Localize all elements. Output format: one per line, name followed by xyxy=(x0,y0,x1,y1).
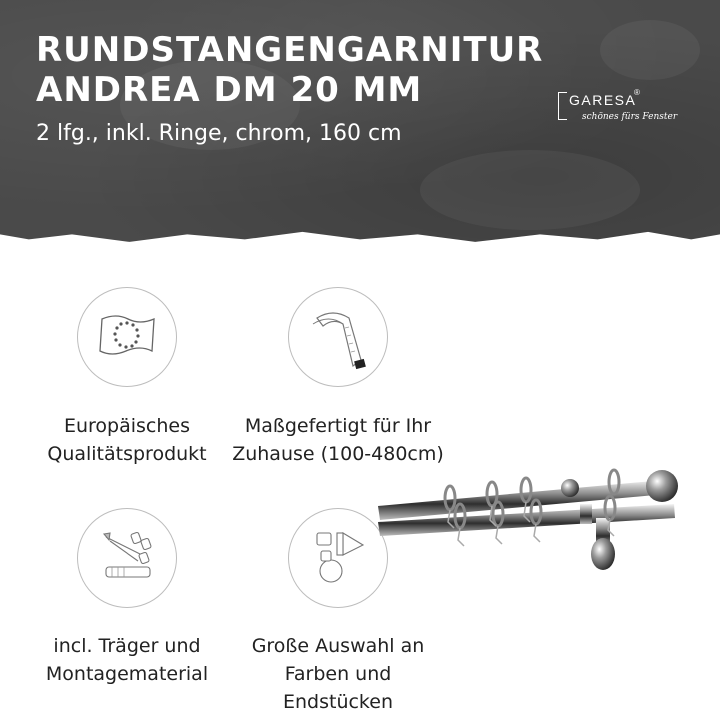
feature-mounting-circle xyxy=(77,508,177,608)
title-line-2: ANDREA DM 20 MM xyxy=(36,70,423,110)
logo-registered-mark: ® xyxy=(634,88,640,97)
feature-measure-line-1: Maßgefertigt für Ihr xyxy=(244,415,432,437)
end-caps-icon xyxy=(303,521,373,596)
feature-eu-line-2: Qualitätsprodukt xyxy=(47,443,207,465)
curtain-rod-double-chrome-image xyxy=(374,458,700,582)
page-subtitle: 2 lfg., inkl. Ringe, chrom, 160 cm xyxy=(36,121,402,146)
title-line-1: RUNDSTANGENGARNITUR xyxy=(36,30,544,70)
feature-endcaps-line-1: Große Auswahl an xyxy=(251,635,425,657)
logo-name: GARESA xyxy=(569,92,637,108)
page-title xyxy=(36,30,543,110)
brand-logo xyxy=(558,88,688,128)
feature-measure-circle xyxy=(288,287,388,387)
screws-dowel-icon xyxy=(92,521,162,596)
feature-endcaps-circle xyxy=(288,508,388,608)
feature-eu-text xyxy=(17,412,237,468)
logo-tagline: schönes fürs Fenster xyxy=(582,112,678,122)
feature-mounting-text xyxy=(17,632,237,688)
logo-frame xyxy=(558,92,567,120)
eu-flag-icon xyxy=(96,311,158,364)
feature-measure-line-2: Zuhause (100-480cm) xyxy=(232,443,444,465)
feature-endcaps-line-2: Farben und Endstücken xyxy=(282,663,393,713)
feature-mounting-line-2: Montagematerial xyxy=(45,663,209,685)
feature-endcaps-text xyxy=(228,632,448,716)
measuring-tape-icon xyxy=(303,300,373,375)
feature-eu-line-1: Europäisches xyxy=(63,415,191,437)
feature-eu-circle xyxy=(77,287,177,387)
feature-mounting-line-1: incl. Träger und xyxy=(53,635,201,657)
